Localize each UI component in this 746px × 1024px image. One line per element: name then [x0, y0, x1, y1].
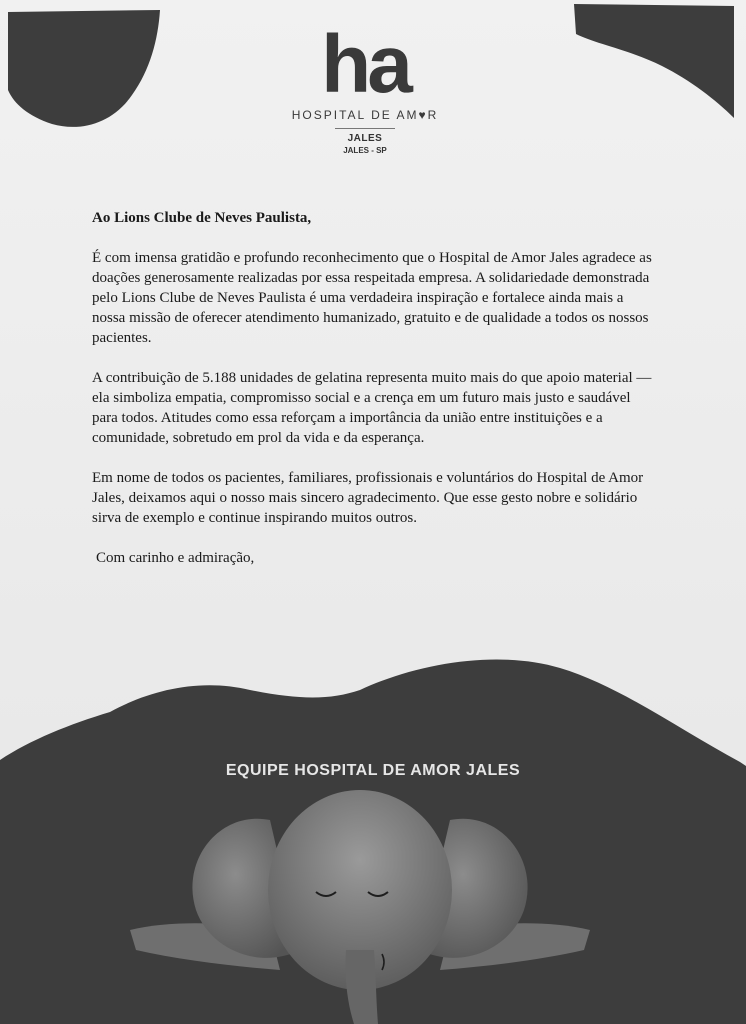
elephant-mascot-illustration	[110, 780, 610, 1024]
letter-paragraph-1: É com imensa gratidão e profundo reconhecimento que o Hospital de Amor Jales agradece as doações generosamente realizadas por essa respeitada empresa. A solidariedade demonstrada pelo Lions Clube de Neves Paulista é uma verdadeira inspiração e fortalece ainda mais a nossa missão de oferecer atendimento humanizado, gratuito e de qualidade a todos os nossos pacientes.	[92, 250, 652, 346]
letter-paragraph-3: Em nome de todos os pacientes, familiares, profissionais e voluntários do Hospital de Amor Jales, deixamos aqui o nosso mais sincero agradecimento. Que esse gesto nobre e solidário sirva de exemplo e continue inspirando muitos outros.	[92, 470, 644, 526]
unit-name: JALES	[347, 133, 383, 144]
letter-greeting: Ao Lions Clube de Neves Paulista,	[92, 210, 312, 226]
letter-closing: Com carinho e admiração,	[96, 550, 255, 566]
logo-mark: ha	[321, 19, 409, 110]
logo-subtitle: HOSPITAL DE AM♥R	[291, 108, 439, 122]
footer-title: EQUIPE HOSPITAL DE AMOR JALES	[225, 762, 521, 779]
letter-paragraph-2: A contribuição de 5.188 unidades de gelatina representa muito mais do que apoio material — ela simboliza empatia, compromisso social e a crença em um futuro mais justo e saudável para todos. Atitudes como essa reforçam a importância da união entre instituições e a comunidade, sobretudo em prol da vida e da esperança.	[92, 370, 652, 446]
unit-city: JALES - SP	[343, 146, 387, 155]
